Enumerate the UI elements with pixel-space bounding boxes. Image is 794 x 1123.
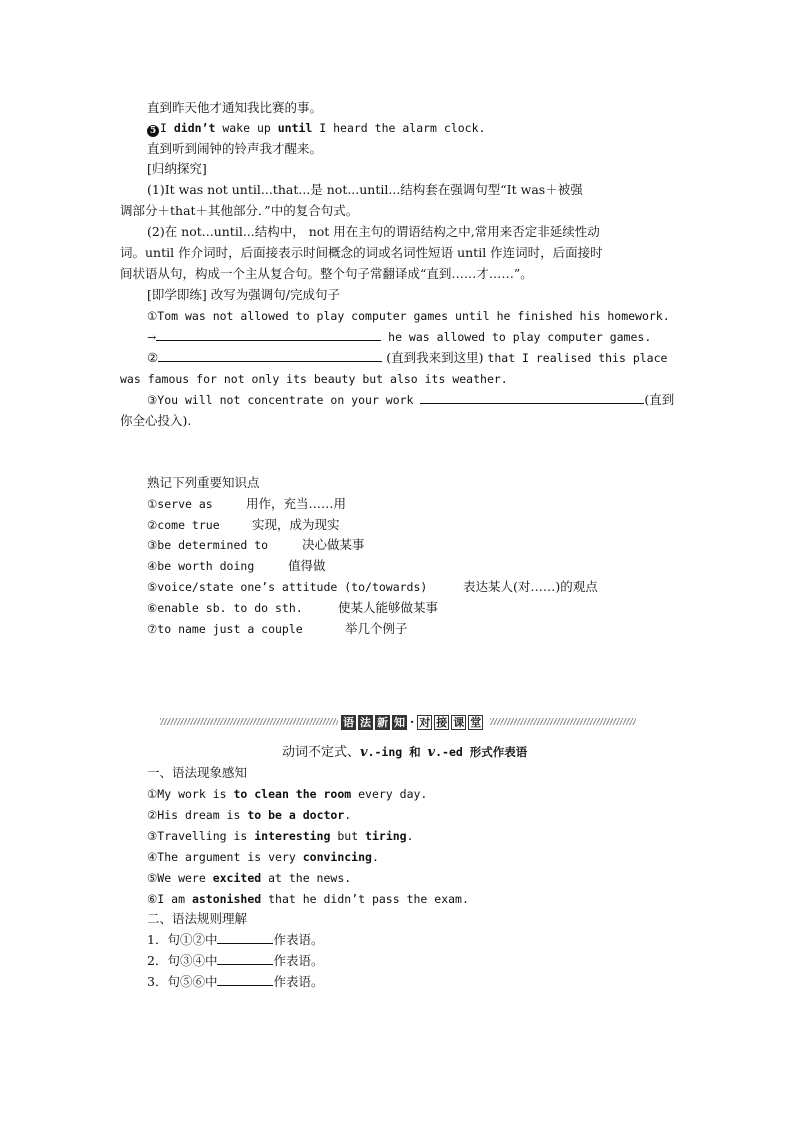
sentence-translation-5: 直到听到闹钟的铃声我才醒来。 [147, 141, 323, 156]
grammar-example-5: ⑤We were excited at the news. [147, 871, 352, 885]
rule-question-3: 3．句⑤⑥中 作表语。 [147, 974, 324, 989]
banner-char: 新 [377, 715, 388, 729]
grammar-example-4: ④The argument is very convincing. [147, 850, 379, 864]
banner-title [341, 714, 483, 730]
grammar-example-6: ⑥I am astonished that he didn’t pass the exam. [147, 892, 469, 906]
banner-hatch-right [490, 718, 636, 725]
banner-char: 知 [394, 715, 405, 729]
rule-question-1: 1．句①②中 作表语。 [147, 932, 324, 947]
key-points-heading: 熟记下列重要知识点 [147, 475, 260, 490]
practice-1-answer: → he was allowed to play computer games. [147, 330, 652, 344]
banner-char: 接 [436, 715, 448, 729]
banner-char: 课 [453, 715, 465, 729]
rule-2-line-2: 词。until 作介词时，后面接表示时间概念的词或名词性短语 until 作连词时，后面接时 [120, 245, 603, 260]
key-point-meaning: 举几个例子 [345, 621, 408, 636]
grammar-title: 动词不定式、v.-ing 和 v.-ed 形式作表语 [282, 745, 528, 760]
key-point-item: ⑤voice/state one’s attitude (to/towards) [147, 580, 428, 594]
key-point-item: ⑦to name just a couple [147, 622, 303, 636]
key-point-meaning: 使某人能够做某事 [338, 600, 439, 615]
answer-blank-q2[interactable] [217, 952, 273, 965]
sentence-translation-1: 直到昨天他才通知我比赛的事。 [147, 100, 323, 115]
key-point-item: ②come true [147, 518, 220, 532]
practice-2: ② (直到我来到这里) that I realised this place [147, 350, 668, 365]
section-label-practice: [即学即练] 改写为强调句/完成句子 [147, 287, 340, 302]
grammar-section-2-heading: 二、语法规则理解 [147, 911, 248, 926]
key-point-meaning: 表达某人(对……)的观点 [463, 579, 598, 594]
arrow-icon: → [147, 331, 157, 344]
key-point-meaning: 用作，充当……用 [246, 496, 347, 511]
rule-question-2: 2．句③④中 作表语。 [147, 953, 324, 968]
key-point-item: ③be determined to [147, 538, 269, 552]
answer-blank-2[interactable] [158, 349, 382, 362]
practice-3-continued: 你全心投入). [120, 413, 192, 428]
banner-separator: · [410, 715, 415, 729]
number-5-badge: 5 [147, 125, 159, 137]
grammar-example-2: ②His dream is to be a doctor. [147, 808, 352, 822]
grammar-example-1: ①My work is to clean the room every day. [147, 787, 428, 801]
practice-3: ③You will not concentrate on your work (直到 [147, 392, 675, 407]
section-label-summary: [归纳探究] [147, 161, 207, 176]
practice-2-continued: was famous for not only its beauty but also its weather. [120, 372, 508, 386]
answer-blank-q3[interactable] [217, 973, 273, 986]
banner-char: 对 [419, 715, 431, 729]
grammar-section-1-heading: 一、语法现象感知 [147, 765, 248, 780]
example-sentence-5: 5 I didn’t wake up until I heard the alarm clock. [147, 119, 485, 137]
banner-char: 语 [343, 715, 354, 729]
key-point-item: ⑥enable sb. to do sth. [147, 601, 303, 615]
rule-2-line-3: 间状语从句，构成一个主从复合句。整个句子常翻译成“直到……才……”。 [120, 266, 533, 281]
banner-char: 堂 [470, 715, 482, 729]
key-point-item: ①serve as [147, 497, 213, 511]
key-point-meaning: 决心做某事 [302, 537, 365, 552]
rule-2-line-1: (2)在 not...until...结构中， not 用在主句的谓语结构之中,常用来否定非延续性动 [147, 224, 600, 239]
grammar-example-3: ③Travelling is interesting but tiring. [147, 829, 414, 843]
rule-1-line-2: 调部分＋that＋其他部分．”中的复合句式。 [120, 203, 359, 218]
key-point-meaning: 实现，成为现实 [252, 517, 340, 532]
section-banner [160, 714, 636, 730]
rule-1-line-1: (1)It was not until...that...是 not...until...结构套在强调句型“It was＋被强 [147, 182, 583, 197]
answer-blank-q1[interactable] [217, 931, 273, 944]
key-point-meaning: 值得做 [288, 558, 326, 573]
practice-1-sentence: ①Tom was not allowed to play computer games until he finished his homework. [147, 309, 670, 323]
answer-blank-1[interactable] [156, 328, 381, 341]
banner-hatch-left [160, 718, 338, 725]
banner-char: 法 [360, 715, 371, 729]
answer-blank-3[interactable] [420, 391, 644, 404]
key-point-item: ④be worth doing [147, 559, 255, 573]
